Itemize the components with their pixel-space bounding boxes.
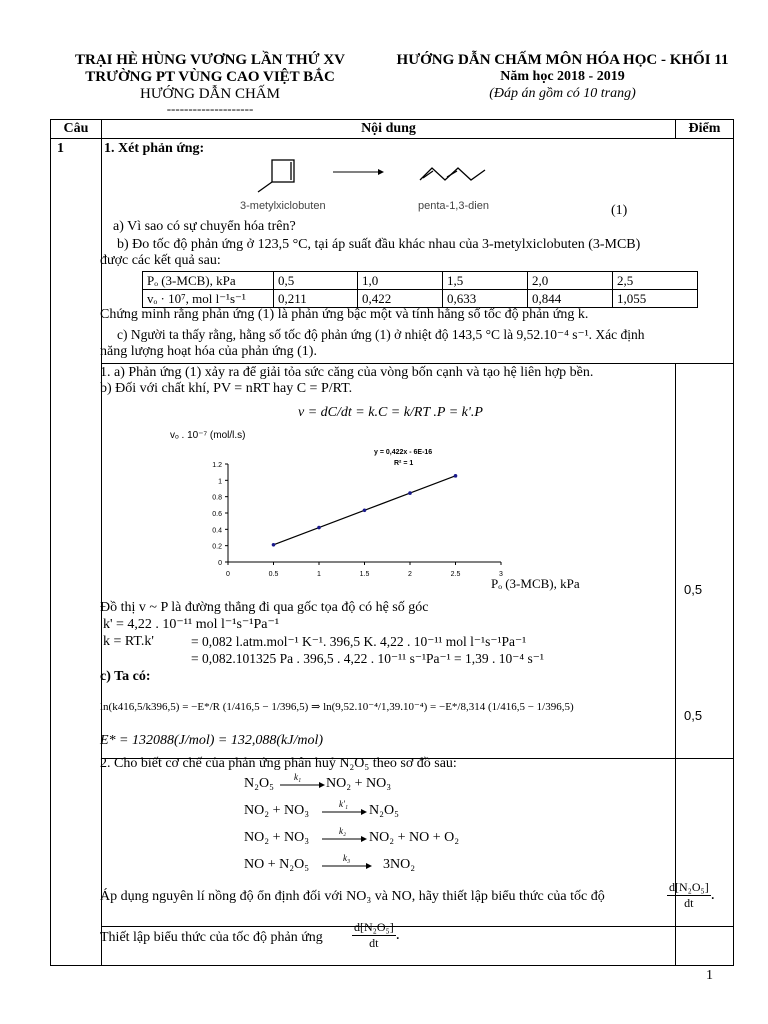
mech-step1-right: NO₂ + NO₃ xyxy=(326,776,392,791)
pressure-value: 1,5 xyxy=(442,272,527,290)
answer1-a: 1. a) Phản ứng (1) xảy ra để giải tỏa sức căng của vòng bốn cạnh và tạo hệ liên hợp bền. xyxy=(100,365,594,380)
data-point xyxy=(317,526,321,530)
y-tick-label: 0 xyxy=(218,560,222,567)
score-2: 0,5 xyxy=(684,708,703,723)
data-point xyxy=(454,474,458,478)
mech-step4-k: k₃ xyxy=(343,853,351,863)
k-calc-label: k = RT.k' xyxy=(103,634,154,649)
question-number: 1 xyxy=(57,141,64,156)
pressure-value: 0,5 xyxy=(274,272,358,290)
exam-title: HƯỚNG DẪN CHẤM MÔN HÓA HỌC - KHỐI 11 xyxy=(396,52,729,68)
mech-step1-k: k₁ xyxy=(294,772,302,782)
header-noi-dung: Nội dung xyxy=(102,120,676,139)
school-header-line1: TRẠI HÈ HÙNG VƯƠNG LẦN THỨ XV xyxy=(74,52,346,68)
header-divider: -------------------- xyxy=(166,101,254,116)
y-tick-label: 0.6 xyxy=(212,511,222,518)
x-tick-label: 0.5 xyxy=(268,571,279,578)
rate-value: 0,422 xyxy=(357,290,442,308)
x-tick-label: 0 xyxy=(226,571,230,578)
score-1: 0,5 xyxy=(684,582,703,597)
rate-fraction-2-num: d[N₂O₅] xyxy=(354,920,394,934)
graph-conclusion: Đồ thị v ~ P là đường thẳng đi qua gốc tọa độ có hệ số góc xyxy=(100,600,429,615)
mech-step2-k: k'₁ xyxy=(339,799,349,809)
activation-energy-result: E* = 132088(J/mol) = 132,088(kJ/mol) xyxy=(100,733,324,748)
score3-cell xyxy=(676,927,734,966)
y-tick-label: 1 xyxy=(218,478,222,486)
school-header-line2: TRƯỜNG PT VÙNG CAO VIỆT BẮC xyxy=(85,69,335,85)
part-b-line1: b) Đo tốc độ phản ứng ở 123,5 °C, tại áp suất đầu khác nhau của 3-metylxiclobuten (3-MCB) xyxy=(117,237,641,252)
chart-xlabel: Pₒ (3-MCB), kPa xyxy=(491,576,580,591)
rate-fraction-1 xyxy=(667,880,715,911)
rate-formula: v = dC/dt = k.C = k/RT .P = k'.P xyxy=(298,405,483,420)
part-c-line2: năng lượng hoạt hóa của phản ứng (1). xyxy=(100,344,317,359)
part-b-line2: được các kết quả sau: xyxy=(100,253,221,268)
rate-value: 0,211 xyxy=(274,290,358,308)
x-tick-label: 1.5 xyxy=(359,571,370,578)
mech-step2-right: N₂O₅ xyxy=(369,803,399,818)
part-c-answer-label: c) Ta có: xyxy=(100,669,151,684)
product-label: penta-1,3-dien xyxy=(418,200,489,212)
rate-value: 0,633 xyxy=(442,290,527,308)
rate-fraction-1-num: d[N₂O₅] xyxy=(669,880,709,894)
part-a: a) Vì sao có sự chuyển hóa trên? xyxy=(113,219,296,234)
derive-rate-expression: Thiết lập biểu thức của tốc độ phản ứng xyxy=(100,930,323,945)
pentadiene-structure xyxy=(420,168,485,180)
rate-row xyxy=(143,290,698,308)
answer1-b: b) Đối với chất khí, PV = nRT hay C = P/RT. xyxy=(100,381,353,396)
rate-data-table xyxy=(142,271,698,308)
header-cau: Câu xyxy=(51,120,102,139)
y-tick-label: 0.8 xyxy=(212,494,222,502)
x-tick-label: 2.5 xyxy=(450,571,461,578)
k-calc-line1: = 0,082 l.atm.mol⁻¹ K⁻¹. 396,5 K. 4,22 . 10⁻¹¹ mol l⁻¹s⁻¹Pa⁻¹ xyxy=(191,634,527,649)
y-tick-label: 1.2 xyxy=(212,462,222,469)
x-tick-label: 3 xyxy=(499,571,503,578)
score1-cell xyxy=(676,364,734,759)
mech-step2-arrow xyxy=(322,808,367,816)
prove-first-order: Chứng minh rằng phản ứng (1) là phản ứng bậc một và tính hằng số tốc độ phản ứng k. xyxy=(100,307,589,322)
q2-title: 2. Cho biết cơ chế của phản ứng phân huỷ N₂O₅ theo sơ đồ sau: xyxy=(100,756,457,771)
trendline-equation: y = 0,422x - 6E-16 xyxy=(374,449,433,456)
data-point xyxy=(363,509,367,513)
period: . xyxy=(710,886,715,904)
rate-vs-pressure-chart xyxy=(160,424,540,594)
data-point xyxy=(272,543,276,547)
methylcyclobutene-structure xyxy=(258,160,294,192)
rate-label: vₒ · 10⁷, mol l⁻¹s⁻¹ xyxy=(143,290,274,308)
y-tick-label: 0.2 xyxy=(212,543,222,551)
mech-step3-k: k₂ xyxy=(339,826,347,836)
q1-title: 1. Xét phản ứng: xyxy=(104,141,205,156)
rate-fraction-1-den: dt xyxy=(684,896,694,910)
question-number-cell xyxy=(51,139,102,966)
mech-step4-arrow xyxy=(322,862,372,870)
rate-fraction-2 xyxy=(352,920,400,951)
pressure-value: 2,5 xyxy=(612,272,697,290)
mech-step3-right: NO₂ + NO + O₂ xyxy=(369,830,460,845)
page-number: 1 xyxy=(706,968,713,983)
period: . xyxy=(395,926,400,944)
equation-number: (1) xyxy=(611,203,628,218)
x-tick-label: 1 xyxy=(317,571,321,578)
data-point xyxy=(408,491,412,495)
rate-fraction-2-den: dt xyxy=(369,936,379,950)
k-calc-line2: = 0,082.101325 Pa . 396,5 . 4,22 . 10⁻¹¹ s⁻¹Pa⁻¹ = 1,39 . 10⁻⁴ s⁻¹ xyxy=(191,651,544,666)
pressure-value: 1,0 xyxy=(357,272,442,290)
y-tick-label: 0.4 xyxy=(212,527,222,535)
mech-step3-arrow xyxy=(322,835,367,843)
r-squared: R² = 1 xyxy=(394,460,414,467)
pressure-label: Pₒ (3-MCB), kPa xyxy=(143,272,274,290)
x-tick-label: 2 xyxy=(408,571,412,578)
mech-step1-arrow xyxy=(280,781,325,789)
pressure-row xyxy=(143,272,698,290)
header-diem: Điểm xyxy=(676,120,734,139)
pressure-value: 2,0 xyxy=(527,272,612,290)
mech-step3-left: NO₂ + NO₃ xyxy=(244,830,310,845)
rate-value: 1,055 xyxy=(612,290,697,308)
mech-step1-left: N₂O₅ xyxy=(244,776,274,791)
school-header-line3: HƯỚNG DẪN CHẤM xyxy=(140,86,280,102)
school-year: Năm học 2018 - 2019 xyxy=(500,69,625,84)
arrhenius-equation: ln(k416,5/k396,5) = −E*/R (1/416,5 − 1/396,5) ⇒ ln(9,52.10⁻⁴/1,39.10⁻⁴) = −E*/8,314 (1/416,5 − 1/396,5) xyxy=(100,701,574,713)
mech-step2-left: NO₂ + NO₃ xyxy=(244,803,310,818)
reaction-arrowhead xyxy=(378,169,384,175)
rate-value: 0,844 xyxy=(527,290,612,308)
mech-step4-left: NO + N₂O₅ xyxy=(244,857,310,872)
steady-state-instruction: Áp dụng nguyên lí nồng độ ổn định đối với NO₃ và NO, hãy thiết lập biểu thức của tốc độ xyxy=(100,889,605,904)
chart-marks xyxy=(272,474,458,547)
mech-step4-right: 3NO₂ xyxy=(383,857,416,872)
k-prime-value: k' = 4,22 . 10⁻¹¹ mol l⁻¹s⁻¹Pa⁻¹ xyxy=(103,617,280,632)
chart-ylabel: vₒ . 10⁻⁷ (mol/l.s) xyxy=(170,430,246,441)
chart-axes xyxy=(212,462,503,578)
reactant-label: 3-metylxiclobuten xyxy=(240,200,326,212)
part-c-line1: c) Người ta thấy rằng, hằng số tốc độ phản ứng (1) ở nhiệt độ 143,5 °C là 9,52.10⁻⁴ s⁻¹. Xác định xyxy=(117,327,645,342)
page-count-note: (Đáp án gồm có 10 trang) xyxy=(489,86,636,101)
